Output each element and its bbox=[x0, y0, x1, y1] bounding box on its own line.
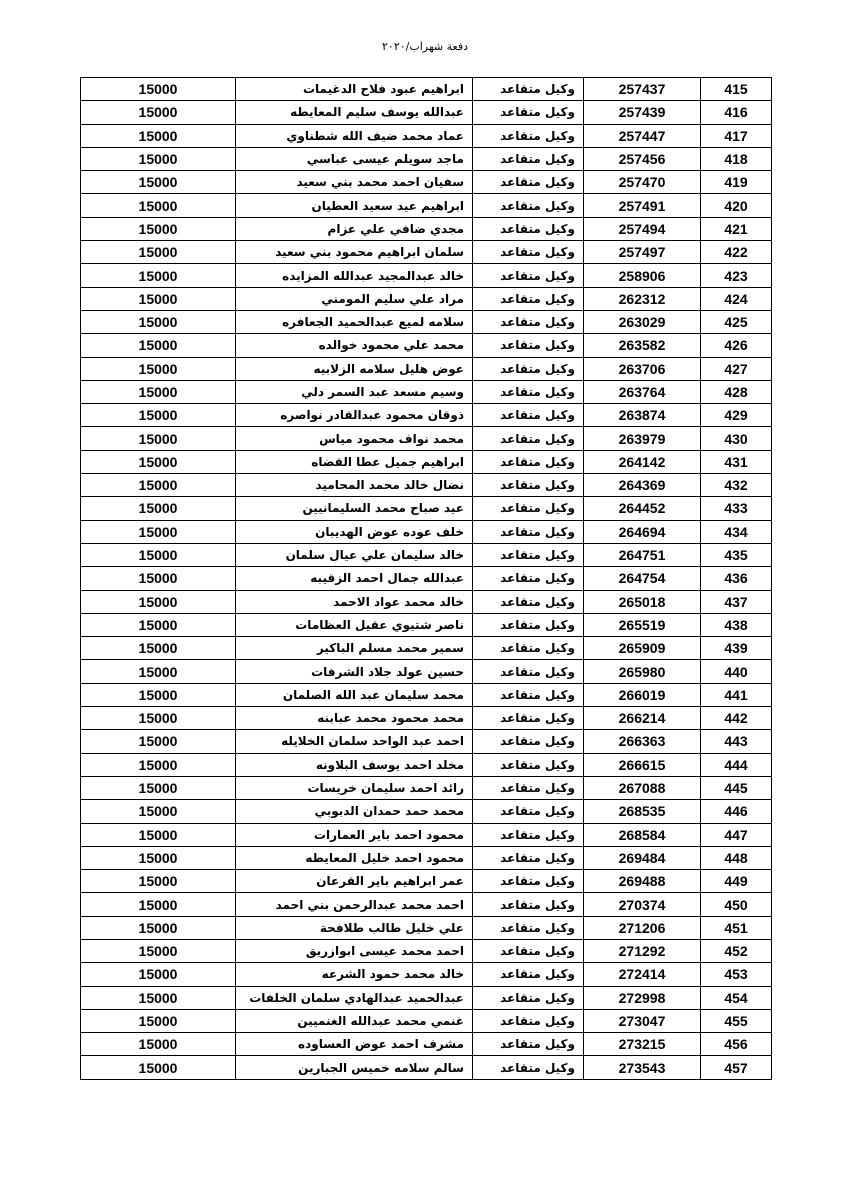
amount-cell: 15000 bbox=[81, 1009, 236, 1032]
service-number-cell: 266019 bbox=[584, 683, 701, 706]
rank-cell: وكيل متقاعد bbox=[473, 194, 584, 217]
service-number-cell: 266363 bbox=[584, 730, 701, 753]
rank-cell: وكيل متقاعد bbox=[473, 1009, 584, 1032]
amount-cell: 15000 bbox=[81, 916, 236, 939]
rank-cell: وكيل متقاعد bbox=[473, 707, 584, 730]
name-cell: خلف عوده عوض الهديبان bbox=[236, 520, 473, 543]
name-cell: مخلد احمد يوسف البلاونه bbox=[236, 753, 473, 776]
rank-cell: وكيل متقاعد bbox=[473, 660, 584, 683]
service-number-cell: 267088 bbox=[584, 776, 701, 799]
name-cell: احمد عبد الواحد سلمان الخلايله bbox=[236, 730, 473, 753]
table-row bbox=[81, 567, 772, 590]
row-index-cell: 457 bbox=[701, 1056, 772, 1079]
row-index-cell: 452 bbox=[701, 939, 772, 962]
service-number-cell: 257470 bbox=[584, 171, 701, 194]
table-row bbox=[81, 893, 772, 916]
amount-cell: 15000 bbox=[81, 194, 236, 217]
name-cell: مراد علي سليم المومني bbox=[236, 287, 473, 310]
rank-cell: وكيل متقاعد bbox=[473, 124, 584, 147]
amount-cell: 15000 bbox=[81, 730, 236, 753]
table-row bbox=[81, 1009, 772, 1032]
service-number-cell: 268584 bbox=[584, 823, 701, 846]
table-row bbox=[81, 590, 772, 613]
row-index-cell: 436 bbox=[701, 567, 772, 590]
table-row bbox=[81, 753, 772, 776]
table-row bbox=[81, 870, 772, 893]
row-index-cell: 422 bbox=[701, 241, 772, 264]
rank-cell: وكيل متقاعد bbox=[473, 334, 584, 357]
service-number-cell: 269488 bbox=[584, 870, 701, 893]
rank-cell: وكيل متقاعد bbox=[473, 730, 584, 753]
service-number-cell: 268535 bbox=[584, 800, 701, 823]
amount-cell: 15000 bbox=[81, 637, 236, 660]
row-index-cell: 415 bbox=[701, 78, 772, 101]
amount-cell: 15000 bbox=[81, 78, 236, 101]
service-number-cell: 270374 bbox=[584, 893, 701, 916]
table-row bbox=[81, 683, 772, 706]
table-row bbox=[81, 730, 772, 753]
name-cell: محمد علي محمود خوالده bbox=[236, 334, 473, 357]
table-row bbox=[81, 264, 772, 287]
service-number-cell: 263706 bbox=[584, 357, 701, 380]
service-number-cell: 264142 bbox=[584, 450, 701, 473]
row-index-cell: 437 bbox=[701, 590, 772, 613]
rank-cell: وكيل متقاعد bbox=[473, 171, 584, 194]
table-row bbox=[81, 171, 772, 194]
name-cell: ناصر شتيوي عقيل العظامات bbox=[236, 613, 473, 636]
row-index-cell: 448 bbox=[701, 846, 772, 869]
amount-cell: 15000 bbox=[81, 800, 236, 823]
table-row bbox=[81, 217, 772, 240]
rank-cell: وكيل متقاعد bbox=[473, 357, 584, 380]
table-row bbox=[81, 380, 772, 403]
table-row bbox=[81, 357, 772, 380]
amount-cell: 15000 bbox=[81, 870, 236, 893]
amount-cell: 15000 bbox=[81, 427, 236, 450]
row-index-cell: 430 bbox=[701, 427, 772, 450]
table-row bbox=[81, 986, 772, 1009]
amount-cell: 15000 bbox=[81, 171, 236, 194]
table-row bbox=[81, 194, 772, 217]
service-number-cell: 272414 bbox=[584, 963, 701, 986]
name-cell: ذوقان محمود عبدالقادر نواصره bbox=[236, 404, 473, 427]
name-cell: احمد محمد عيسى ابوازريق bbox=[236, 939, 473, 962]
row-index-cell: 426 bbox=[701, 334, 772, 357]
name-cell: رائد احمد سليمان خريسات bbox=[236, 776, 473, 799]
service-number-cell: 265909 bbox=[584, 637, 701, 660]
amount-cell: 15000 bbox=[81, 893, 236, 916]
rank-cell: وكيل متقاعد bbox=[473, 78, 584, 101]
row-index-cell: 432 bbox=[701, 474, 772, 497]
table-row bbox=[81, 497, 772, 520]
amount-cell: 15000 bbox=[81, 241, 236, 264]
row-index-cell: 443 bbox=[701, 730, 772, 753]
rank-cell: وكيل متقاعد bbox=[473, 287, 584, 310]
amount-cell: 15000 bbox=[81, 543, 236, 566]
name-cell: سمير محمد مسلم الباكير bbox=[236, 637, 473, 660]
amount-cell: 15000 bbox=[81, 776, 236, 799]
service-number-cell: 271206 bbox=[584, 916, 701, 939]
service-number-cell: 263764 bbox=[584, 380, 701, 403]
rank-cell: وكيل متقاعد bbox=[473, 147, 584, 170]
row-index-cell: 439 bbox=[701, 637, 772, 660]
row-index-cell: 438 bbox=[701, 613, 772, 636]
amount-cell: 15000 bbox=[81, 520, 236, 543]
table-row bbox=[81, 707, 772, 730]
row-index-cell: 455 bbox=[701, 1009, 772, 1032]
name-cell: نضال خالد محمد المحاميد bbox=[236, 474, 473, 497]
amount-cell: 15000 bbox=[81, 567, 236, 590]
table-row bbox=[81, 78, 772, 101]
row-index-cell: 421 bbox=[701, 217, 772, 240]
rank-cell: وكيل متقاعد bbox=[473, 590, 584, 613]
amount-cell: 15000 bbox=[81, 334, 236, 357]
name-cell: ابراهيم عبود فلاح الدغيمات bbox=[236, 78, 473, 101]
row-index-cell: 425 bbox=[701, 310, 772, 333]
service-number-cell: 266615 bbox=[584, 753, 701, 776]
rank-cell: وكيل متقاعد bbox=[473, 613, 584, 636]
name-cell: مشرف احمد عوض العساوده bbox=[236, 1033, 473, 1056]
name-cell: خالد محمد عواد الاحمد bbox=[236, 590, 473, 613]
rank-cell: وكيل متقاعد bbox=[473, 893, 584, 916]
amount-cell: 15000 bbox=[81, 147, 236, 170]
rank-cell: وكيل متقاعد bbox=[473, 497, 584, 520]
service-number-cell: 264694 bbox=[584, 520, 701, 543]
rank-cell: وكيل متقاعد bbox=[473, 241, 584, 264]
rank-cell: وكيل متقاعد bbox=[473, 217, 584, 240]
roster-body bbox=[81, 78, 772, 1080]
name-cell: عبدالله يوسف سليم المعايطه bbox=[236, 101, 473, 124]
name-cell: محمد سليمان عبد الله الصلمان bbox=[236, 683, 473, 706]
name-cell: عماد محمد ضيف الله شطناوي bbox=[236, 124, 473, 147]
table-row bbox=[81, 287, 772, 310]
amount-cell: 15000 bbox=[81, 683, 236, 706]
rank-cell: وكيل متقاعد bbox=[473, 101, 584, 124]
row-index-cell: 424 bbox=[701, 287, 772, 310]
row-index-cell: 431 bbox=[701, 450, 772, 473]
rank-cell: وكيل متقاعد bbox=[473, 567, 584, 590]
row-index-cell: 442 bbox=[701, 707, 772, 730]
table-row bbox=[81, 310, 772, 333]
row-index-cell: 440 bbox=[701, 660, 772, 683]
row-index-cell: 423 bbox=[701, 264, 772, 287]
rank-cell: وكيل متقاعد bbox=[473, 474, 584, 497]
name-cell: محمد محمود محمد عبابنه bbox=[236, 707, 473, 730]
table-row bbox=[81, 776, 772, 799]
rank-cell: وكيل متقاعد bbox=[473, 753, 584, 776]
service-number-cell: 273047 bbox=[584, 1009, 701, 1032]
row-index-cell: 450 bbox=[701, 893, 772, 916]
row-index-cell: 446 bbox=[701, 800, 772, 823]
table-row bbox=[81, 823, 772, 846]
rank-cell: وكيل متقاعد bbox=[473, 963, 584, 986]
table-row bbox=[81, 939, 772, 962]
service-number-cell: 257497 bbox=[584, 241, 701, 264]
amount-cell: 15000 bbox=[81, 217, 236, 240]
rank-cell: وكيل متقاعد bbox=[473, 380, 584, 403]
row-index-cell: 445 bbox=[701, 776, 772, 799]
table-row bbox=[81, 846, 772, 869]
rank-cell: وكيل متقاعد bbox=[473, 310, 584, 333]
name-cell: خالد محمد حمود الشرعه bbox=[236, 963, 473, 986]
row-index-cell: 441 bbox=[701, 683, 772, 706]
amount-cell: 15000 bbox=[81, 1056, 236, 1079]
table-row bbox=[81, 613, 772, 636]
amount-cell: 15000 bbox=[81, 1033, 236, 1056]
amount-cell: 15000 bbox=[81, 846, 236, 869]
name-cell: محمد حمد حمدان الدبوبي bbox=[236, 800, 473, 823]
rank-cell: وكيل متقاعد bbox=[473, 776, 584, 799]
amount-cell: 15000 bbox=[81, 963, 236, 986]
amount-cell: 15000 bbox=[81, 310, 236, 333]
service-number-cell: 264452 bbox=[584, 497, 701, 520]
amount-cell: 15000 bbox=[81, 264, 236, 287]
amount-cell: 15000 bbox=[81, 124, 236, 147]
amount-cell: 15000 bbox=[81, 357, 236, 380]
service-number-cell: 269484 bbox=[584, 846, 701, 869]
service-number-cell: 264751 bbox=[584, 543, 701, 566]
page-title: دفعة شهراب/٢٠٢٠ bbox=[382, 40, 468, 53]
table-row bbox=[81, 1056, 772, 1079]
name-cell: احمد محمد عبدالرحمن بني احمد bbox=[236, 893, 473, 916]
service-number-cell: 263979 bbox=[584, 427, 701, 450]
amount-cell: 15000 bbox=[81, 986, 236, 1009]
amount-cell: 15000 bbox=[81, 753, 236, 776]
name-cell: ابراهيم جميل عطا القضاه bbox=[236, 450, 473, 473]
service-number-cell: 273215 bbox=[584, 1033, 701, 1056]
rank-cell: وكيل متقاعد bbox=[473, 520, 584, 543]
service-number-cell: 257447 bbox=[584, 124, 701, 147]
name-cell: خالد سليمان علي عيال سلمان bbox=[236, 543, 473, 566]
rank-cell: وكيل متقاعد bbox=[473, 450, 584, 473]
name-cell: عوض هليل سلامه الزلابيه bbox=[236, 357, 473, 380]
row-index-cell: 451 bbox=[701, 916, 772, 939]
rank-cell: وكيل متقاعد bbox=[473, 870, 584, 893]
rank-cell: وكيل متقاعد bbox=[473, 823, 584, 846]
service-number-cell: 257494 bbox=[584, 217, 701, 240]
service-number-cell: 263029 bbox=[584, 310, 701, 333]
amount-cell: 15000 bbox=[81, 287, 236, 310]
row-index-cell: 420 bbox=[701, 194, 772, 217]
service-number-cell: 263582 bbox=[584, 334, 701, 357]
service-number-cell: 272998 bbox=[584, 986, 701, 1009]
amount-cell: 15000 bbox=[81, 939, 236, 962]
table-row bbox=[81, 660, 772, 683]
amount-cell: 15000 bbox=[81, 450, 236, 473]
rank-cell: وكيل متقاعد bbox=[473, 264, 584, 287]
service-number-cell: 257491 bbox=[584, 194, 701, 217]
rank-cell: وكيل متقاعد bbox=[473, 800, 584, 823]
table-row bbox=[81, 334, 772, 357]
table-row bbox=[81, 474, 772, 497]
name-cell: سالم سلامه خميس الجبارين bbox=[236, 1056, 473, 1079]
amount-cell: 15000 bbox=[81, 380, 236, 403]
table-row bbox=[81, 241, 772, 264]
amount-cell: 15000 bbox=[81, 590, 236, 613]
table-row bbox=[81, 450, 772, 473]
rank-cell: وكيل متقاعد bbox=[473, 846, 584, 869]
amount-cell: 15000 bbox=[81, 660, 236, 683]
row-index-cell: 434 bbox=[701, 520, 772, 543]
table-row bbox=[81, 124, 772, 147]
name-cell: عمر ابراهيم باير القرعان bbox=[236, 870, 473, 893]
rank-cell: وكيل متقاعد bbox=[473, 1033, 584, 1056]
row-index-cell: 456 bbox=[701, 1033, 772, 1056]
service-number-cell: 264754 bbox=[584, 567, 701, 590]
roster-table bbox=[80, 77, 772, 1080]
table-row bbox=[81, 147, 772, 170]
rank-cell: وكيل متقاعد bbox=[473, 986, 584, 1009]
service-number-cell: 258906 bbox=[584, 264, 701, 287]
service-number-cell: 263874 bbox=[584, 404, 701, 427]
service-number-cell: 265519 bbox=[584, 613, 701, 636]
row-index-cell: 435 bbox=[701, 543, 772, 566]
name-cell: سلمان ابراهيم محمود بني سعيد bbox=[236, 241, 473, 264]
table-row bbox=[81, 916, 772, 939]
table-row bbox=[81, 963, 772, 986]
name-cell: ماجد سويلم عيسى عباسي bbox=[236, 147, 473, 170]
rank-cell: وكيل متقاعد bbox=[473, 1056, 584, 1079]
row-index-cell: 429 bbox=[701, 404, 772, 427]
name-cell: عبدالحميد عبدالهادي سلمان الخلفات bbox=[236, 986, 473, 1009]
name-cell: مجدي ضافي علي عزام bbox=[236, 217, 473, 240]
name-cell: ابراهيم عيد سعيد العطيان bbox=[236, 194, 473, 217]
amount-cell: 15000 bbox=[81, 707, 236, 730]
rank-cell: وكيل متقاعد bbox=[473, 404, 584, 427]
row-index-cell: 417 bbox=[701, 124, 772, 147]
amount-cell: 15000 bbox=[81, 404, 236, 427]
row-index-cell: 418 bbox=[701, 147, 772, 170]
rank-cell: وكيل متقاعد bbox=[473, 543, 584, 566]
table-row bbox=[81, 101, 772, 124]
row-index-cell: 454 bbox=[701, 986, 772, 1009]
name-cell: محمود احمد خليل المعايطه bbox=[236, 846, 473, 869]
name-cell: عيد صباح محمد السليمانيين bbox=[236, 497, 473, 520]
rank-cell: وكيل متقاعد bbox=[473, 939, 584, 962]
name-cell: سفيان احمد محمد بني سعيد bbox=[236, 171, 473, 194]
amount-cell: 15000 bbox=[81, 474, 236, 497]
rank-cell: وكيل متقاعد bbox=[473, 683, 584, 706]
service-number-cell: 257439 bbox=[584, 101, 701, 124]
table-row bbox=[81, 520, 772, 543]
table-row bbox=[81, 800, 772, 823]
row-index-cell: 428 bbox=[701, 380, 772, 403]
table-row bbox=[81, 543, 772, 566]
table-row bbox=[81, 637, 772, 660]
row-index-cell: 416 bbox=[701, 101, 772, 124]
rank-cell: وكيل متقاعد bbox=[473, 637, 584, 660]
row-index-cell: 427 bbox=[701, 357, 772, 380]
row-index-cell: 449 bbox=[701, 870, 772, 893]
amount-cell: 15000 bbox=[81, 823, 236, 846]
name-cell: علي خليل طالب طلافحة bbox=[236, 916, 473, 939]
service-number-cell: 273543 bbox=[584, 1056, 701, 1079]
name-cell: سلامه لميع عبدالحميد الجعافره bbox=[236, 310, 473, 333]
row-index-cell: 447 bbox=[701, 823, 772, 846]
service-number-cell: 265018 bbox=[584, 590, 701, 613]
table-row bbox=[81, 404, 772, 427]
name-cell: عبدالله جمال احمد الزقيبه bbox=[236, 567, 473, 590]
table-row bbox=[81, 1033, 772, 1056]
row-index-cell: 419 bbox=[701, 171, 772, 194]
service-number-cell: 257437 bbox=[584, 78, 701, 101]
row-index-cell: 453 bbox=[701, 963, 772, 986]
service-number-cell: 266214 bbox=[584, 707, 701, 730]
service-number-cell: 265980 bbox=[584, 660, 701, 683]
table-row bbox=[81, 427, 772, 450]
name-cell: وسيم مسعد عبد السمر دلي bbox=[236, 380, 473, 403]
service-number-cell: 262312 bbox=[584, 287, 701, 310]
service-number-cell: 264369 bbox=[584, 474, 701, 497]
row-index-cell: 444 bbox=[701, 753, 772, 776]
service-number-cell: 257456 bbox=[584, 147, 701, 170]
name-cell: محمد نواف محمود مياس bbox=[236, 427, 473, 450]
name-cell: خالد عبدالمجيد عبدالله المزايده bbox=[236, 264, 473, 287]
name-cell: غنمي محمد عبدالله الغنميين bbox=[236, 1009, 473, 1032]
row-index-cell: 433 bbox=[701, 497, 772, 520]
rank-cell: وكيل متقاعد bbox=[473, 427, 584, 450]
name-cell: حسين عولد جلاد الشرفات bbox=[236, 660, 473, 683]
service-number-cell: 271292 bbox=[584, 939, 701, 962]
name-cell: محمود احمد باير العمارات bbox=[236, 823, 473, 846]
amount-cell: 15000 bbox=[81, 613, 236, 636]
amount-cell: 15000 bbox=[81, 497, 236, 520]
amount-cell: 15000 bbox=[81, 101, 236, 124]
rank-cell: وكيل متقاعد bbox=[473, 916, 584, 939]
